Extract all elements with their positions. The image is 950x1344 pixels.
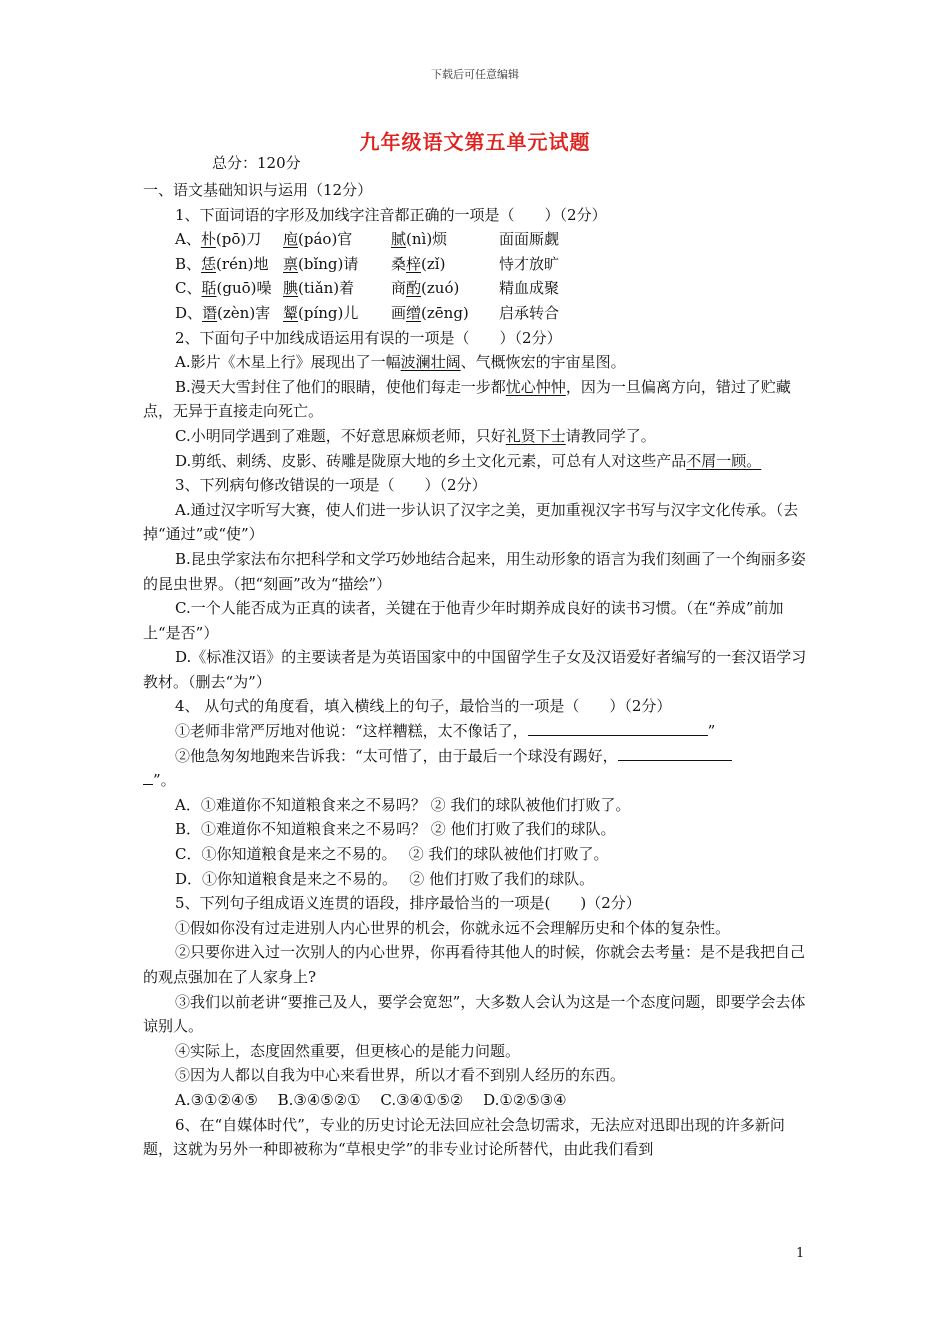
q4-sentence-2: ②他急匆匆地跑来告诉我：“太可惜了，由于最后一个球没有踢好， ”。: [143, 744, 807, 793]
q3-option-d: D.《标准汉语》的主要读者是为英语国家中的中国留学生子女及汉语爱好者编写的一套汉语学习教材。（删去“为”）: [143, 648, 807, 691]
q2-option-a: A.影片《木星上行》展现出了一幅波澜壮阔、气概恢宏的宇宙星图。: [175, 353, 626, 372]
q6-text: 6、在“自媒体时代”，专业的历史讨论无法回应社会急切需求，无法应对迅即出现的许多新问题，这就为另外一种即被称为“草根史学”的非专业讨论所替代，由此我们看到: [143, 1115, 785, 1159]
q5-sentence-1: ①假如你没有过走进别人内心世界的机会，你就永远不会理解历史和个体的复杂性。: [175, 918, 731, 937]
q4-sentence-1: ①老师非常严厉地对他说：“这样糟糕，太不像话了， ”: [143, 719, 807, 744]
q4-stem: 4、 从句式的角度看，填入横线上的句子，最恰当的一项是（ ）（2分）: [175, 697, 672, 716]
q5-sentence-2: ②只要你进入过一次别人的内心世界，你再看待其他人的时候，你就会去考量：是不是我把自己的观点强加在了人家身上?: [143, 943, 806, 986]
q5-stem: 5、下列句子组成语义连贯的语段，排序最恰当的一项是( )（2分）: [175, 894, 641, 913]
q2-option-b: B.漫天大雪封住了他们的眼睛，使他们每走一步都忧心忡忡，因为一旦偏离方向，错过了贮藏点，无异于直接走向死亡。: [143, 377, 791, 421]
section-heading: 一、语文基础知识与运用（12分）: [143, 181, 373, 199]
q5-sentence-3: ③我们以前老讲“要推己及人，要学会宽恕”，大多数人会认为这是一个态度问题，即要学会去体谅别人。: [143, 992, 806, 1036]
q1-option-d: D、谮(zèn)害 颦(píng)儿 画缯(zēng) 启承转合: [175, 303, 560, 322]
q5-options: A.③①②④⑤ B.③④⑤②① C.③④①⑤② D.①②⑤③④: [175, 1090, 567, 1109]
q2-option-d: D.剪纸、刺绣、皮影、砖雕是陇原大地的乡土文化元素，可总有人对这些产品不屑一顾。: [175, 451, 762, 470]
answer-blank-continued[interactable]: [143, 768, 153, 785]
q1-option-c: C、聒(guō)噪 腆(tiǎn)着 商酌(zuó) 精血成聚: [175, 279, 560, 298]
q1-option-b: B、恁(rén)地 禀(bǐng)请 桑梓(zǐ) 恃才放旷: [175, 254, 560, 273]
q3-stem: 3、下列病句修改错误的一项是（ ）（2分）: [175, 476, 487, 495]
q2-stem: 2、下面句子中加线成语运用有误的一项是（ ）（2分）: [175, 328, 562, 347]
q3-option-c: C.一个人能否成为正真的读者，关键在于他青少年时期养成良好的读书习惯。（在“养成”前加上“是否”）: [143, 599, 784, 642]
q4-option-a: A．①难道你不知道粮食来之不易吗？ ② 我们的球队被他们打败了。: [175, 795, 631, 814]
q1-stem: 1、下面词语的字形及加线字注音都正确的一项是（ ）（2分）: [175, 205, 607, 224]
page-title: 九年级语文第五单元试题: [359, 130, 591, 154]
page-number: 1: [796, 1246, 805, 1261]
page-header: 下载后可任意编辑: [431, 68, 519, 81]
q4-option-d: D．①你知道粮食是来之不易的。 ② 他们打败了我们的球队。: [175, 869, 595, 888]
q3-option-a: A.通过汉字听写大赛，使人们进一步认识了汉字之美，更加重视汉字书写与汉字文化传承。（去掉“通过”或“使”）: [143, 500, 799, 544]
q5-sentence-4: ④实际上，态度固然重要，但更核心的是能力问题。: [175, 1041, 521, 1060]
q2-option-c: C.小明同学遇到了难题，不好意思麻烦老师，只好礼贤下士请教同学了。: [175, 426, 656, 445]
q4-option-c: C．①你知道粮食是来之不易的。 ② 我们的球队被他们打败了。: [175, 845, 609, 864]
q3-option-b: B.昆虫学家法布尔把科学和文学巧妙地结合起来，用生动形象的语言为我们刻画了一个绚丽多姿的昆虫世界。（把“刻画”改为“描绘”）: [143, 549, 806, 593]
answer-blank[interactable]: [528, 719, 708, 736]
q1-option-a: A、朴(pō)刀 庖(páo)官 腻(nì)烦 面面厮觑: [175, 230, 560, 249]
q5-sentence-5: ⑤因为人都以自我为中心来看世界，所以才看不到别人经历的东西。: [175, 1066, 626, 1085]
q4-option-b: B．①难道你不知道粮食来之不易吗？ ② 他们打败了我们的球队。: [175, 820, 616, 839]
exam-body: [143, 178, 807, 1162]
answer-blank[interactable]: [618, 744, 732, 761]
total-score: 总分：120分: [212, 154, 301, 172]
